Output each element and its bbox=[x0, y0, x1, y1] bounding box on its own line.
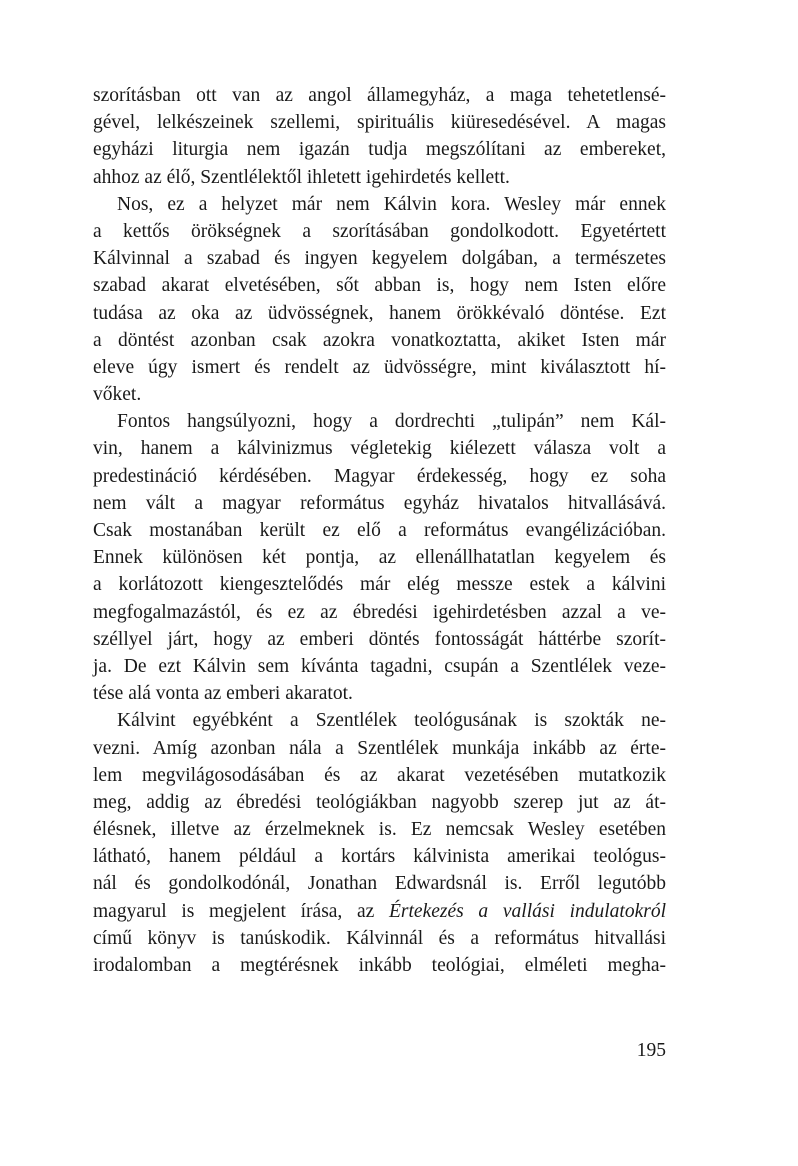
text-line: tése alá vonta az emberi akaratot. bbox=[93, 683, 353, 705]
text-line: eleve úgy ismert és rendelt az üdvösségre, mint kiválasztott hí- bbox=[93, 356, 666, 378]
text-line: a döntést azonban csak azokra vonatkoztatta, akiket Isten már bbox=[93, 329, 666, 351]
page-number: 195 bbox=[636, 1040, 666, 1061]
text-line: élésnek, illetve az érzelmeknek is. Ez nemcsak Wesley esetében bbox=[93, 819, 666, 841]
text-line: ja. De ezt Kálvin sem kívánta tagadni, csupán a Szentlélek veze- bbox=[93, 655, 666, 677]
text-line: Kálvint egyébként a Szentlélek teológusának is szokták ne- bbox=[117, 710, 666, 732]
text-line: vin, hanem a kálvinizmus végletekig kiélezett válasza volt a bbox=[93, 438, 666, 460]
text-line: vőket. bbox=[93, 384, 142, 406]
text-line: a kettős örökségnek a szorításában gondolkodott. Egyetértett bbox=[93, 220, 666, 242]
text-line: a korlátozott kiengesztelődés már elég messze estek a kálvini bbox=[93, 574, 666, 596]
text-line: tudása az oka az üdvösségnek, hanem örökkévaló döntése. Ezt bbox=[93, 302, 666, 324]
text-line: széllyel járt, hogy az emberi döntés fontosságát háttérbe szorít- bbox=[93, 628, 666, 650]
text-line: című könyv is tanúskodik. Kálvinnál és a református hitvallási bbox=[93, 927, 666, 949]
text-line: megfogalmazástól, és ez az ébredési igehirdetésben azzal a ve- bbox=[93, 601, 666, 623]
text-line: Nos, ez a helyzet már nem Kálvin kora. Wesley már ennek bbox=[117, 193, 666, 215]
text-line: predestináció kérdésében. Magyar érdekesség, hogy ez soha bbox=[93, 465, 666, 487]
text-line: gével, lelkészeinek szellemi, spirituális kiüresedésével. A magas bbox=[93, 112, 666, 134]
text-line: nem vált a magyar református egyház hivatalos hitvallásává. bbox=[93, 492, 666, 514]
text-line: irodalomban a megtérésnek inkább teológiai, elméleti megha- bbox=[93, 955, 666, 976]
text-line bbox=[93, 898, 666, 925]
text-line: lem megvilágosodásában és az akarat vezetésében mutatkozik bbox=[93, 764, 666, 786]
text-line: szorításban ott van az angol államegyház, a maga tehetetlensé- bbox=[93, 85, 666, 106]
text-line: meg, addig az ébredési teológiákban nagyobb szerep jut az át- bbox=[93, 791, 666, 813]
text-line: nál és gondolkodónál, Jonathan Edwardsnál is. Erről legutóbb bbox=[93, 873, 666, 895]
text-line: Kálvinnal a szabad és ingyen kegyelem dolgában, a természetes bbox=[93, 248, 666, 270]
body-text bbox=[93, 82, 666, 979]
text-line: egyházi liturgia nem igazán tudja megszólítani az embereket, bbox=[93, 139, 666, 161]
text-line: Ennek különösen két pontja, az ellenállhatatlan kegyelem és bbox=[93, 547, 666, 569]
text-line: szabad akarat elvetésében, sőt abban is, hogy nem Isten előre bbox=[93, 275, 666, 297]
text-line: látható, hanem például a kortárs kálvinista amerikai teológus- bbox=[93, 846, 666, 868]
book-title: Értekezés a vallási indulatokról bbox=[389, 900, 666, 922]
text-line: Fontos hangsúlyozni, hogy a dordrechti „tulipán” nem Kál- bbox=[117, 411, 666, 433]
text-line: Csak mostanában került ez elő a református evangélizációban. bbox=[93, 520, 666, 541]
text-line: ahhoz az élő, Szentlélektől ihletett igehirdetés kellett. bbox=[93, 166, 510, 188]
text-line: vezni. Amíg azonban nála a Szentlélek munkája inkább az érte- bbox=[93, 737, 666, 759]
text-line-prefix: magyarul is megjelent írása, az bbox=[93, 900, 390, 922]
